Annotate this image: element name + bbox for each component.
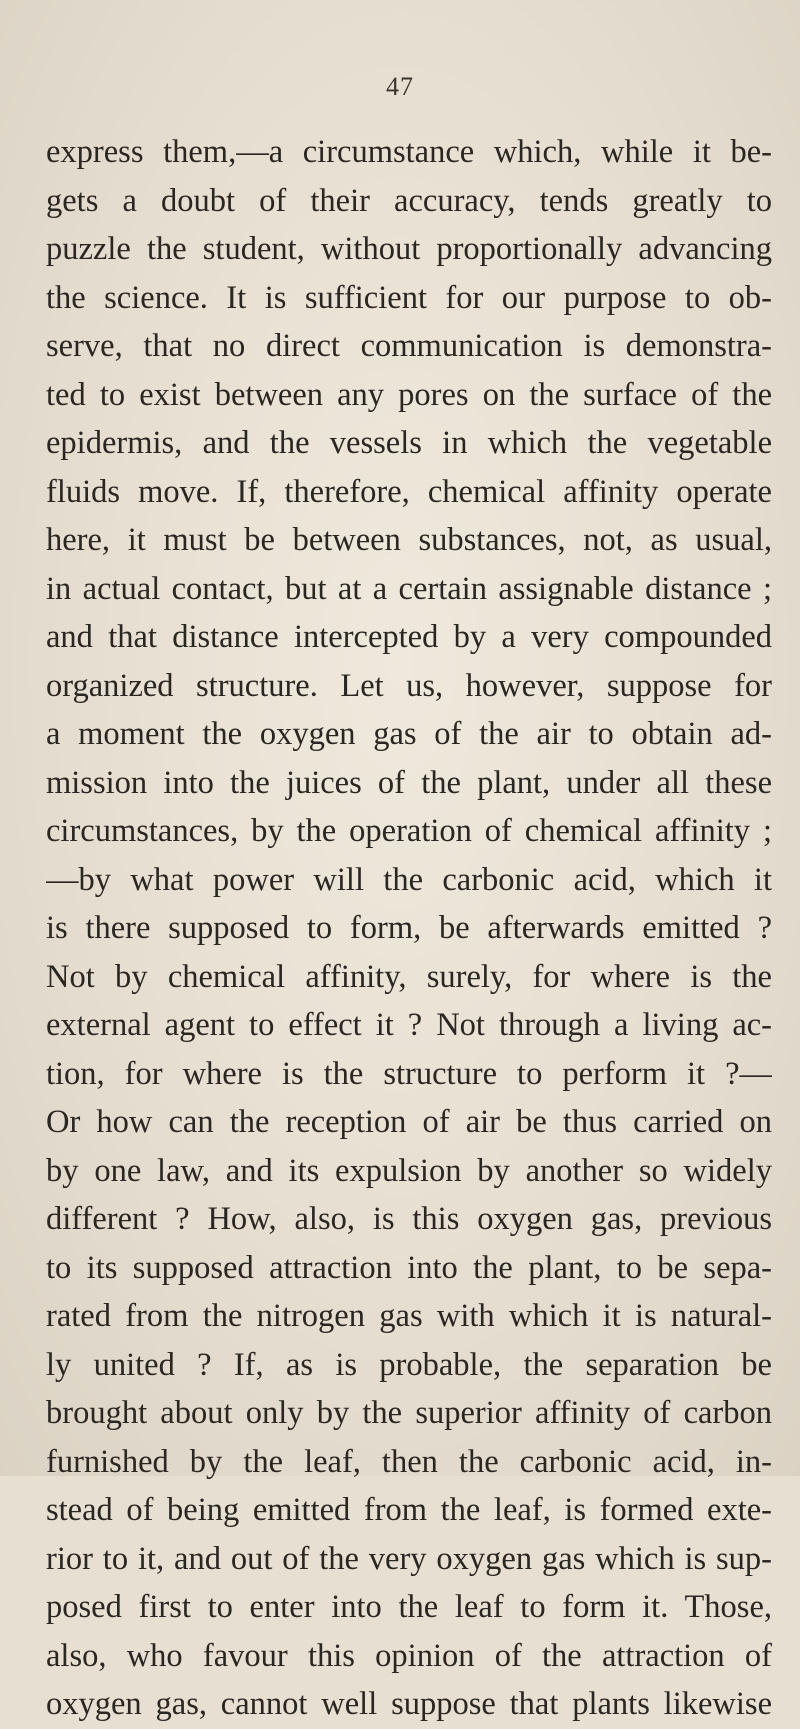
text-line: external agent to effect it ? Not through a living ac-: [46, 1007, 772, 1043]
text-line: oxygen gas, cannot well suppose that plants likewise: [46, 1686, 772, 1722]
text-line: express them,—a circumstance which, while it be-: [46, 134, 772, 170]
text-line: different ? How, also, is this oxygen gas, previous: [46, 1201, 772, 1237]
text-line: in actual contact, but at a certain assignable distance ;: [46, 570, 772, 607]
text-line: posed first to enter into the leaf to form it. Those,: [46, 1589, 772, 1625]
text-line: Or how can the reception of air be thus carried on: [46, 1104, 772, 1140]
text-line: puzzle the student, without proportionally advancing: [46, 231, 772, 267]
text-line: also, who favour this opinion of the attraction of: [46, 1637, 772, 1674]
text-line: ted to exist between any pores on the surface of the: [46, 376, 772, 413]
text-line: stead of being emitted from the leaf, is formed exte-: [46, 1492, 772, 1528]
text-line: organized structure. Let us, however, suppose for: [46, 667, 772, 704]
page-number: 47: [386, 72, 414, 101]
text-line: ly united ? If, as is probable, the separation be: [46, 1346, 772, 1383]
body-text: [46, 128, 772, 1729]
text-line: and that distance intercepted by a very compounded: [46, 619, 772, 655]
text-line: by one law, and its expulsion by another so widely: [46, 1152, 772, 1189]
text-line: tion, for where is the structure to perform it ?—: [46, 1055, 772, 1092]
text-line: is there supposed to form, be afterwards emitted ?: [46, 910, 772, 946]
text-line: a moment the oxygen gas of the air to obtain ad-: [46, 716, 772, 752]
text-line: here, it must be between substances, not, as usual,: [46, 522, 772, 558]
text-line: mission into the juices of the plant, under all these: [46, 764, 772, 801]
text-line: circumstances, by the operation of chemical affinity ;: [46, 813, 772, 849]
text-line: the science. It is sufficient for our purpose to ob-: [46, 279, 772, 316]
text-line: Not by chemical affinity, surely, for where is the: [46, 958, 772, 995]
text-line: epidermis, and the vessels in which the vegetable: [46, 425, 772, 461]
text-line: brought about only by the superior affinity of carbon: [46, 1395, 772, 1431]
text-line: to its supposed attraction into the plant, to be sepa-: [46, 1249, 772, 1286]
text-line: furnished by the leaf, then the carbonic acid, in-: [46, 1443, 772, 1480]
text-line: serve, that no direct communication is demonstra-: [46, 328, 772, 364]
text-line: —by what power will the carbonic acid, which it: [46, 861, 772, 898]
text-line: fluids move. If, therefore, chemical affinity operate: [46, 473, 772, 510]
text-line: rated from the nitrogen gas with which it is natural-: [46, 1298, 772, 1334]
text-line: rior to it, and out of the very oxygen gas which is sup-: [46, 1540, 772, 1577]
text-line: gets a doubt of their accuracy, tends greatly to: [46, 182, 772, 219]
